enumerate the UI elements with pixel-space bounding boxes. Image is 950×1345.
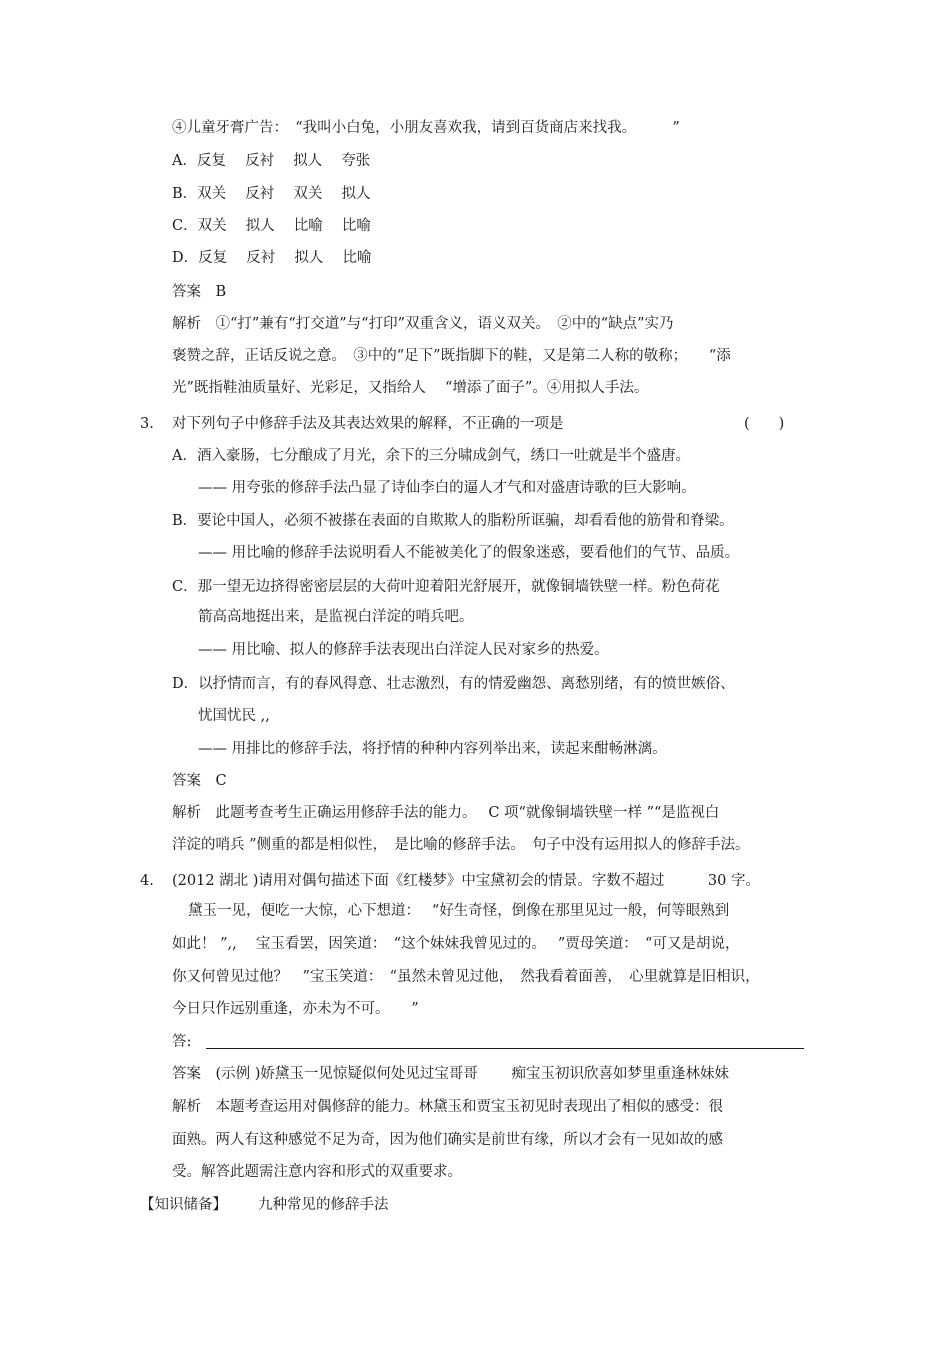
q3-answer-paren: ( ) [744,416,785,432]
q2-option-d: D．反复 反衬 拟人 比喻 [172,250,372,266]
q2-item4: ④儿童牙膏广告： “我叫小白兔，小朋友喜欢我，请到百货商店来找我。 ” [172,120,680,136]
q2-analysis-line: 解析 ①“打”兼有“打交道”与“打印”双重含义，语义双关。 ②中的“缺点”实乃 [172,316,674,332]
q2-answer: 答案 B [172,284,227,300]
knowledge-title: 九种常见的修辞手法 [258,1197,389,1213]
q3-analysis-line: 洋淀的哨兵 ”侧重的都是相似性， 是比喻的修辞手法。 句子中没有运用拟人的修辞手法。 [172,837,750,853]
q4-passage-line: 今日只作远别重逢，亦未为不可。 ” [172,1001,419,1017]
q3-option-b: B．要论中国人，必须不被搽在表面的自欺欺人的脂粉所诓骗，却看看他的筋骨和脊梁。 [172,513,734,529]
q3-option-c-continued: 箭高高地挺出来，是监视白洋淀的哨兵吧。 [198,609,474,625]
q4-analysis-line: 受。解答此题需注意内容和形式的双重要求。 [172,1164,462,1180]
q4-passage-line: 黛玉一见，便吃一大惊，心下想道： “好生奇怪，倒像在那里见过一般，何等眼熟到 [188,903,730,919]
q3-option-b-explanation: —— 用比喻的修辞手法说明看人不能被美化了的假象迷惑，要看他们的气节、品质。 [198,545,740,561]
q4-analysis-line: 解析 本题考查运用对偶修辞的能力。林黛玉和贾宝玉初见时表现出了相似的感受：很 [172,1099,723,1115]
q3-option-a: A．酒入豪肠，七分酿成了月光，余下的三分啸成剑气，绣口一吐就是半个盛唐。 [172,448,690,464]
q3-option-c: C．那一望无边挤得密密层层的大荷叶迎着阳光舒展开，就像铜墙铁壁一样。粉色荷花 [172,579,720,595]
q4-passage-line: 如此！ ”,, 宝玉看罢，因笑道： “这个妹妹我曾见过的。 ”贾母笑道： “可又是胡说， [172,936,740,952]
q4-question: (2012 湖北 )请用对偶句描述下面《红楼梦》中宝黛初会的情景。字数不超过 30 字。 [172,873,760,889]
q2-option-c: C．双关 拟人 比喻 比喻 [172,218,371,234]
q2-option-a: A．反复 反衬 拟人 夸张 [172,153,371,169]
q2-analysis-line: 光”既指鞋油质量好、光彩足，又指给人 “增添了面子”。④用拟人手法。 [172,380,649,396]
q4-answer-label: 答: [172,1034,192,1050]
q4-answer-blank[interactable] [206,1048,804,1049]
q3-option-d-continued: 忧国忧民 ,, [198,708,270,724]
q3-option-d: D．以抒情而言，有的春风得意、壮志激烈，有的情爱幽怨、离愁别绪，有的愤世嫉俗、 [172,676,735,692]
q3-option-c-explanation: —— 用比喻、拟人的修辞手法表现出白洋淀人民对家乡的热爱。 [198,642,609,658]
knowledge-label: 【知识储备】 [140,1197,227,1213]
q3-question: 对下列句子中修辞手法及其表达效果的解释，不正确的一项是 [172,416,564,432]
q4-analysis-line: 面熟。两人有这种感觉不足为奇，因为他们确实是前世有缘，所以才会有一见如故的感 [172,1132,723,1148]
q3-option-d-explanation: —— 用排比的修辞手法，将抒情的种种内容列举出来，读起来酣畅淋漓。 [198,741,667,757]
q2-option-b: B．双关 反衬 双关 拟人 [172,186,371,202]
q4-answer: 答案 (示例 )娇黛玉一见惊疑似何处见过宝哥哥 痴宝玉初识欣喜如梦里重逢林妹妹 [172,1066,730,1082]
q3-option-a-explanation: —— 用夸张的修辞手法凸显了诗仙李白的逼人才气和对盛唐诗歌的巨大影响。 [198,480,696,496]
q3-analysis-line: 解析 此题考查考生正确运用修辞手法的能力。 C 项“就像铜墙铁壁一样 ”“是监视白 [172,805,720,821]
q4-passage-line: 你又何曾见过他？ ”宝玉笑道： “虽然未曾见过他， 然我看着面善， 心里就算是旧相识， [172,969,760,985]
q3-number: 3. [140,416,154,432]
q4-number: 4. [140,873,154,889]
q3-answer: 答案 C [172,773,227,789]
q2-analysis-line: 褒赞之辞，正话反说之意。 ③中的“足下”既指脚下的鞋，又是第二人称的敬称； “添 [172,348,731,364]
